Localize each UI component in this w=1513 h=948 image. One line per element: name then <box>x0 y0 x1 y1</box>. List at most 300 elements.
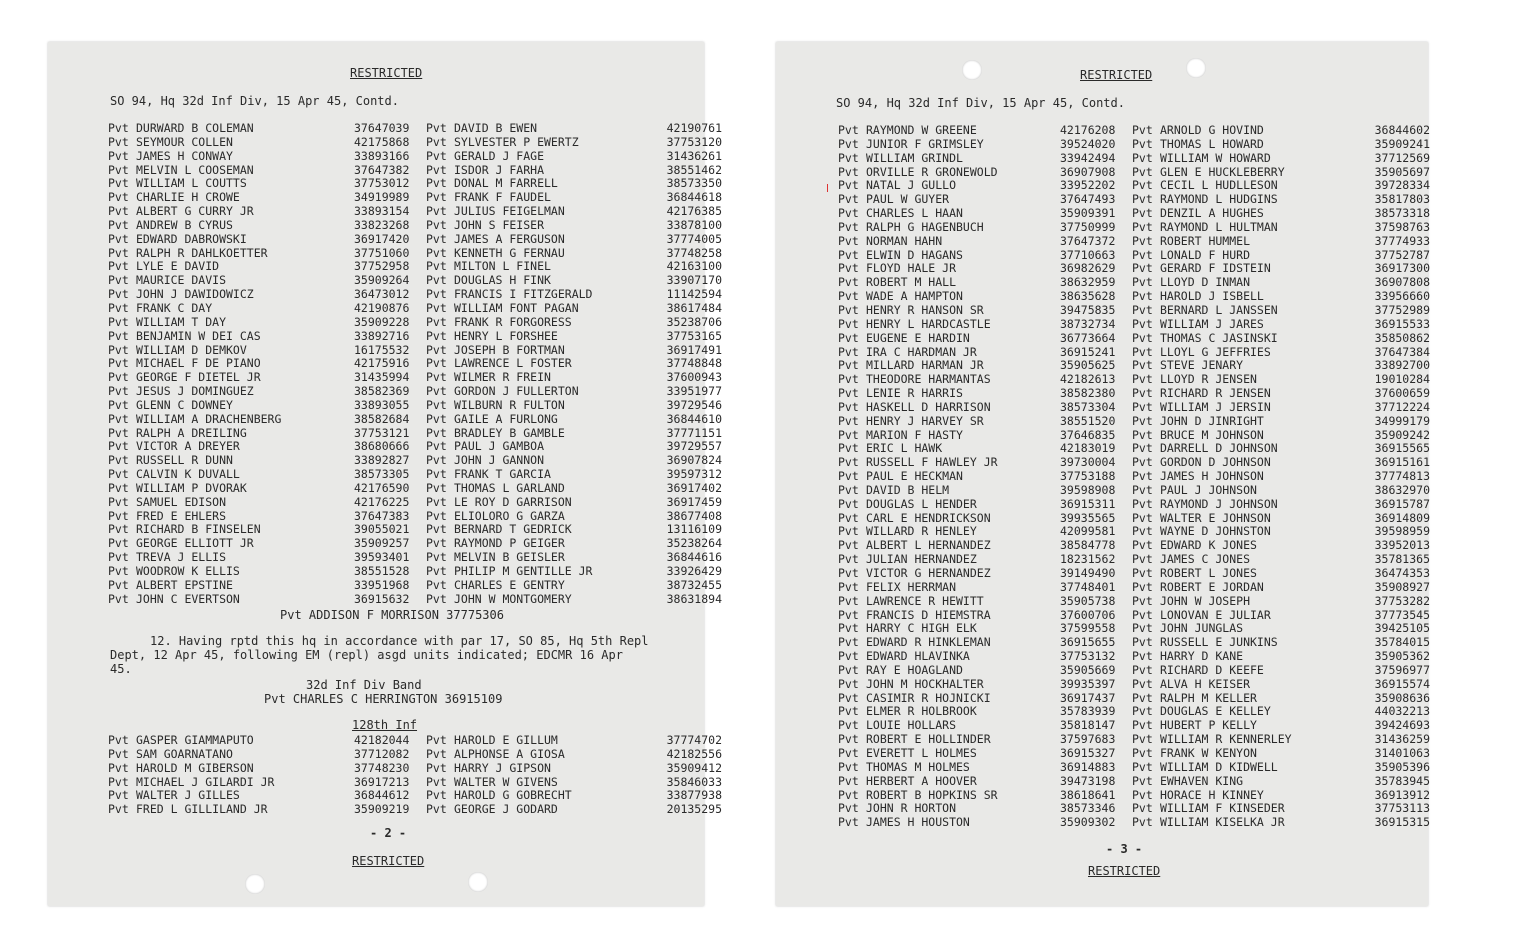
roster-row <box>838 705 1430 719</box>
rank-left: Pvt <box>108 135 129 149</box>
serial-right: 36915161 <box>1374 456 1430 470</box>
serial-right: 36915574 <box>1374 677 1430 691</box>
serial-left: 37750999 <box>1060 220 1116 234</box>
restricted-footer: RESTRICTED <box>352 854 425 868</box>
rank-left: Pvt <box>838 165 859 179</box>
serial-left: 37710663 <box>1060 248 1116 262</box>
name-left: EDWARD R HINKLEMAN <box>866 636 991 650</box>
name-right: RAYMOND P GEIGER <box>454 537 565 551</box>
name-right: ROBERT L JONES <box>1160 567 1257 580</box>
roster-row <box>838 470 1430 484</box>
roster-row <box>838 512 1430 526</box>
roster-row <box>108 357 722 371</box>
order-subheader: SO 94, Hq 32d Inf Div, 15 Apr 45, Contd. <box>110 94 399 108</box>
rank-right: Pvt <box>426 122 447 135</box>
roster-row <box>838 733 1430 747</box>
name-right: HAROLD E GILLUM <box>454 734 558 747</box>
rank-right: Pvt <box>1132 303 1153 317</box>
serial-right: 39729557 <box>666 440 722 454</box>
serial-left: 37647372 <box>1060 234 1116 248</box>
rank-left: Pvt <box>108 371 129 385</box>
serial-left: 34919989 <box>354 191 410 205</box>
serial-left: 38582380 <box>1060 387 1116 401</box>
rank-right: Pvt <box>1132 428 1153 442</box>
serial-left: 35905625 <box>1060 359 1116 373</box>
name-right: WILLIAM D KIDWELL <box>1160 760 1278 774</box>
serial-left: 36915311 <box>1060 497 1116 511</box>
name-right: RICHARD D KEEFE <box>1160 663 1264 677</box>
serial-left: 36982629 <box>1060 262 1116 276</box>
name-left: WILLIAM P DVORAK <box>136 481 247 495</box>
name-right: SYLVESTER P EWERTZ <box>454 135 579 149</box>
roster-row <box>108 385 722 399</box>
rank-left: Pvt <box>108 592 129 606</box>
rank-right: Pvt <box>1132 400 1153 414</box>
rank-right: Pvt <box>426 734 447 747</box>
rank-right: Pvt <box>426 775 447 789</box>
name-left: IRA C HARDMAN JR <box>866 345 977 359</box>
name-right: WILLIAM FONT PAGAN <box>454 301 579 315</box>
serial-left: 38551528 <box>354 565 410 578</box>
name-right: BERNARD T GEDRICK <box>454 523 572 537</box>
rank-left: Pvt <box>108 343 129 357</box>
roster-row <box>838 207 1430 221</box>
rank-left: Pvt <box>838 303 859 317</box>
serial-right: 37774005 <box>666 232 722 246</box>
name-right: ALPHONSE A GIOSA <box>454 747 565 761</box>
roster-row <box>108 593 722 607</box>
serial-right: 34999179 <box>1374 414 1430 428</box>
roster-row <box>838 761 1430 775</box>
rank-right: Pvt <box>426 218 447 232</box>
rank-right: Pvt <box>1132 746 1153 760</box>
serial-right: 31436261 <box>666 149 722 163</box>
rank-left: Pvt <box>108 551 129 565</box>
serial-right: 37774933 <box>1374 234 1430 248</box>
name-right: BRUCE M JOHNSON <box>1160 428 1264 442</box>
name-left: RALPH G HAGENBUCH <box>866 220 984 234</box>
serial-left: 39524020 <box>1060 137 1116 151</box>
rank-right: Pvt <box>1132 373 1153 387</box>
name-right: FRANK F FAUDEL <box>454 191 551 205</box>
serial-left: 37712082 <box>354 747 410 761</box>
rank-right: Pvt <box>1132 663 1153 677</box>
rank-right: Pvt <box>1132 470 1153 484</box>
name-left: HERBERT A HOOVER <box>866 774 977 788</box>
rank-right: Pvt <box>1132 816 1153 830</box>
name-right: HORACE H KINNEY <box>1160 788 1264 802</box>
name-left: LYLE E DAVID <box>136 260 220 274</box>
name-right: LLOYD R JENSEN <box>1160 373 1257 387</box>
serial-left: 38584778 <box>1060 539 1116 553</box>
serial-left: 39593401 <box>354 551 410 565</box>
name-right: GORDON D JOHNSON <box>1160 456 1271 470</box>
roster-row <box>108 233 722 247</box>
roster-row <box>838 221 1430 235</box>
roster-row <box>108 537 722 551</box>
name-right: WILLIAM J JARES <box>1160 317 1264 331</box>
serial-right: 33956660 <box>1374 290 1430 304</box>
roster-row <box>838 650 1430 664</box>
name-right: WILLIAM KISELKA JR <box>1160 816 1285 830</box>
serial-right: 11142594 <box>666 288 722 302</box>
serial-right: 33952013 <box>1374 539 1430 553</box>
rank-left: Pvt <box>838 442 859 456</box>
name-left: FLOYD HALE JR <box>866 262 957 276</box>
roster-row <box>838 387 1430 401</box>
serial-right: 31436259 <box>1374 733 1430 747</box>
page-2 <box>48 42 722 906</box>
serial-right: 42182556 <box>666 747 722 761</box>
roster-row <box>838 498 1430 512</box>
rank-right: Pvt <box>1132 511 1153 525</box>
serial-right: 37712224 <box>1374 400 1430 414</box>
name-left: JESUS J DOMINGUEZ <box>136 385 254 399</box>
name-left: DOUGLAS L HENDER <box>866 497 977 511</box>
name-left: FRANCIS D HIEMSTRA <box>866 608 991 622</box>
name-right: DENZIL A HUGHES <box>1160 207 1264 221</box>
name-right: LAWRENCE L FOSTER <box>454 357 572 371</box>
serial-right: 36914809 <box>1374 511 1430 525</box>
serial-left: 37599558 <box>1060 622 1116 636</box>
paragraph-12: 12. Having rptd this hq in accordance with par 17, SO 85, Hq 5th Repl Dept, 12 Apr 45, following EM (repl) asgd units indicated; EDCMR 16 Apr 45. <box>110 634 649 676</box>
rank-left: Pvt <box>838 622 859 636</box>
serial-right: 35784015 <box>1374 636 1430 650</box>
name-left: WILLIAM D DEMKOV <box>136 343 247 357</box>
name-left: JULIAN HERNANDEZ <box>866 553 977 567</box>
serial-left: 36907908 <box>1060 165 1116 179</box>
serial-right: 36844602 <box>1374 124 1430 137</box>
serial-left: 38573305 <box>354 468 410 482</box>
rank-left: Pvt <box>838 207 859 221</box>
name-left: CHARLES L HAAN <box>866 207 963 221</box>
name-right: GAILE A FURLONG <box>454 412 558 426</box>
rank-right: Pvt <box>426 523 447 537</box>
name-right: ROBERT HUMMEL <box>1160 234 1251 248</box>
serial-left: 42182044 <box>354 734 410 747</box>
rank-right: Pvt <box>426 565 447 578</box>
name-right: PAUL J JOHNSON <box>1160 483 1257 497</box>
serial-left: 16175532 <box>354 343 410 357</box>
roster-row <box>838 484 1430 498</box>
rank-right: Pvt <box>1132 193 1153 207</box>
rank-right: Pvt <box>1132 497 1153 511</box>
name-right: WALTER W GIVENS <box>454 775 558 789</box>
rank-left: Pvt <box>108 747 129 761</box>
roster-row <box>838 719 1430 733</box>
serial-right: 31401063 <box>1374 746 1430 760</box>
rank-left: Pvt <box>838 802 859 816</box>
serial-left: 36844612 <box>354 789 410 803</box>
serial-left: 36915632 <box>354 592 410 606</box>
name-right: JAMES H JOHNSON <box>1160 470 1264 484</box>
roster-row <box>108 177 722 191</box>
serial-left: 37748230 <box>354 761 410 775</box>
roster-row <box>108 496 722 510</box>
name-left: HARRY C HIGH ELK <box>866 622 977 636</box>
rank-right: Pvt <box>426 315 447 329</box>
serial-left: 33892827 <box>354 454 410 468</box>
trailing-roster-line: Pvt ADDISON F MORRISON 37775306 <box>280 608 504 622</box>
serial-left: 42176590 <box>354 481 410 495</box>
roster-row <box>108 440 722 454</box>
rank-right: Pvt <box>1132 220 1153 234</box>
serial-left: 35909219 <box>354 803 410 817</box>
rank-right: Pvt <box>1132 567 1153 580</box>
serial-right: 35783945 <box>1374 774 1430 788</box>
serial-left: 33823268 <box>354 218 410 232</box>
name-right: RALPH M KELLER <box>1160 691 1257 705</box>
name-left: JOHN M HOCKHALTER <box>866 677 984 691</box>
serial-left: 42175868 <box>354 135 410 149</box>
name-left: RALPH A DREILING <box>136 426 247 440</box>
serial-left: 35909264 <box>354 274 410 288</box>
rank-right: Pvt <box>426 329 447 343</box>
rank-right: Pvt <box>426 747 447 761</box>
roster-row <box>838 553 1430 567</box>
serial-right: 35846033 <box>666 775 722 789</box>
name-left: FRED E EHLERS <box>136 509 227 523</box>
name-left: TREVA J ELLIS <box>136 551 227 565</box>
serial-left: 35818147 <box>1060 719 1116 733</box>
rank-left: Pvt <box>108 315 129 329</box>
name-left: FELIX HERRMAN <box>866 580 957 594</box>
rank-left: Pvt <box>838 677 859 691</box>
rank-left: Pvt <box>108 357 129 371</box>
name-right: RUSSELL E JUNKINS <box>1160 636 1278 650</box>
roster-row <box>838 636 1430 650</box>
roster-row <box>108 344 722 358</box>
serial-right: 37712569 <box>1374 151 1430 165</box>
serial-left: 35909228 <box>354 315 410 329</box>
rank-left: Pvt <box>108 163 129 177</box>
rank-left: Pvt <box>108 385 129 399</box>
rank-left: Pvt <box>108 191 129 205</box>
serial-left: 36917420 <box>354 232 410 246</box>
serial-left: 42099581 <box>1060 525 1116 539</box>
serial-right: 35905697 <box>1374 165 1430 179</box>
roster-row <box>108 551 722 565</box>
rank-right: Pvt <box>426 537 447 551</box>
serial-left: 38582369 <box>354 385 410 399</box>
name-right: FRANK R FORGORESS <box>454 315 572 329</box>
name-right: STEVE JENARY <box>1160 359 1244 373</box>
serial-right: 13116109 <box>666 523 722 537</box>
roster-row <box>108 482 722 496</box>
name-right: ROBERT E JORDAN <box>1160 580 1264 594</box>
name-right: FRANCIS I FITZGERALD <box>454 288 593 302</box>
rank-left: Pvt <box>838 705 859 719</box>
rank-left: Pvt <box>108 481 129 495</box>
rank-left: Pvt <box>838 483 859 497</box>
name-right: WILLIAM F KINSEDER <box>1160 802 1285 816</box>
serial-right: 39425105 <box>1374 622 1430 636</box>
rank-left: Pvt <box>838 124 859 137</box>
roster-row <box>108 399 722 413</box>
rank-left: Pvt <box>838 497 859 511</box>
serial-left: 39055021 <box>354 523 410 537</box>
name-right: GERALD J FAGE <box>454 149 545 163</box>
serial-left: 36473012 <box>354 288 410 302</box>
rank-left: Pvt <box>838 746 859 760</box>
serial-right: 33926429 <box>666 565 722 578</box>
name-left: ORVILLE R GRONEWOLD <box>866 165 998 179</box>
roster-row <box>108 274 722 288</box>
serial-left: 35905738 <box>1060 594 1116 608</box>
punch-hole <box>962 60 982 80</box>
name-left: WILLARD R HENLEY <box>866 525 977 539</box>
name-left: CARL E HENDRICKSON <box>866 511 991 525</box>
rank-right: Pvt <box>1132 580 1153 594</box>
rank-right: Pvt <box>426 191 447 205</box>
roster-row <box>838 567 1430 581</box>
name-right: JOSEPH B FORTMAN <box>454 343 565 357</box>
serial-right: 39597312 <box>666 468 722 482</box>
roster-row <box>838 664 1430 678</box>
name-left: MICHAEL J GILARDI JR <box>136 775 275 789</box>
name-left: FRANK C DAY <box>136 301 213 315</box>
serial-left: 36917213 <box>354 775 410 789</box>
roster-row <box>108 579 722 593</box>
name-left: ALBERT EPSTINE <box>136 578 233 592</box>
rank-right: Pvt <box>1132 207 1153 221</box>
serial-right: 35909241 <box>1374 137 1430 151</box>
rank-left: Pvt <box>838 220 859 234</box>
serial-left: 33893055 <box>354 398 410 412</box>
rank-left: Pvt <box>108 578 129 592</box>
roster-row <box>838 816 1430 830</box>
rank-left: Pvt <box>838 636 859 650</box>
serial-left: 33893166 <box>354 149 410 163</box>
serial-left: 42175916 <box>354 357 410 371</box>
serial-right: 35238706 <box>666 315 722 329</box>
rank-right: Pvt <box>1132 387 1153 401</box>
rank-right: Pvt <box>1132 345 1153 359</box>
roster-row <box>108 288 722 302</box>
name-left: PAUL W GUYER <box>866 193 950 207</box>
name-left: SEYMOUR COLLEN <box>136 135 233 149</box>
serial-right: 36844618 <box>666 191 722 205</box>
rank-right: Pvt <box>426 149 447 163</box>
roster-row <box>838 193 1430 207</box>
rank-left: Pvt <box>108 495 129 509</box>
roster-row <box>838 290 1430 304</box>
name-left: VICTOR G HERNANDEZ <box>866 567 991 580</box>
rank-left: Pvt <box>838 663 859 677</box>
roster-row <box>838 318 1430 332</box>
name-left: JOHN R HORTON <box>866 802 957 816</box>
rank-right: Pvt <box>1132 553 1153 567</box>
roster-row <box>108 748 722 762</box>
rank-right: Pvt <box>426 301 447 315</box>
serial-left: 42190876 <box>354 301 410 315</box>
band-heading: 32d Inf Div Band <box>306 678 422 692</box>
serial-left: 37647493 <box>1060 193 1116 207</box>
rank-right: Pvt <box>426 509 447 523</box>
roster-row <box>108 776 722 790</box>
serial-left: 38680666 <box>354 440 410 454</box>
name-left: PAUL E HECKMAN <box>866 470 963 484</box>
name-left: WOODROW K ELLIS <box>136 565 240 578</box>
rank-left: Pvt <box>838 137 859 151</box>
rank-right: Pvt <box>1132 234 1153 248</box>
rank-right: Pvt <box>426 454 447 468</box>
rank-right: Pvt <box>426 135 447 149</box>
roster-row <box>108 302 722 316</box>
name-right: WILLIAM R KENNERLEY <box>1160 733 1292 747</box>
serial-left: 36915327 <box>1060 746 1116 760</box>
serial-right: 38732455 <box>666 578 722 592</box>
serial-right: 36917402 <box>666 481 722 495</box>
serial-right: 38573318 <box>1374 207 1430 221</box>
name-left: RUSSELL R DUNN <box>136 454 233 468</box>
name-left: RALPH R DAHLKOETTER <box>136 246 268 260</box>
name-left: ROBERT E HOLLINDER <box>866 733 991 747</box>
rank-left: Pvt <box>108 260 129 274</box>
serial-right: 37774702 <box>666 734 722 747</box>
serial-left: 33942494 <box>1060 151 1116 165</box>
rank-right: Pvt <box>1132 414 1153 428</box>
rank-left: Pvt <box>838 359 859 373</box>
serial-left: 33952202 <box>1060 179 1116 193</box>
rank-right: Pvt <box>426 385 447 399</box>
rank-left: Pvt <box>838 179 859 193</box>
rank-left: Pvt <box>838 567 859 580</box>
roster-row <box>838 332 1430 346</box>
name-right: RAYMOND J JOHNSON <box>1160 497 1278 511</box>
name-left: ROBERT B HOPKINS SR <box>866 788 998 802</box>
roster-row <box>108 510 722 524</box>
rank-right: Pvt <box>426 246 447 260</box>
roster-row <box>108 219 722 233</box>
name-left: MARION F HASTY <box>866 428 963 442</box>
serial-right: 36915533 <box>1374 317 1430 331</box>
rank-right: Pvt <box>1132 124 1153 137</box>
serial-right: 36917491 <box>666 343 722 357</box>
rank-left: Pvt <box>108 205 129 219</box>
name-right: HAROLD G GOBRECHT <box>454 789 572 803</box>
rank-right: Pvt <box>1132 608 1153 622</box>
rank-right: Pvt <box>1132 594 1153 608</box>
serial-left: 36915655 <box>1060 636 1116 650</box>
serial-left: 37753012 <box>354 177 410 191</box>
serial-right: 36917300 <box>1374 262 1430 276</box>
name-right: JOHN W JOSEPH <box>1160 594 1251 608</box>
rank-left: Pvt <box>838 719 859 733</box>
roster-row <box>838 456 1430 470</box>
rank-left: Pvt <box>838 151 859 165</box>
name-right: THOMAS C JASINSKI <box>1160 331 1278 345</box>
rank-left: Pvt <box>108 537 129 551</box>
name-left: GASPER GIAMMAPUTO <box>136 734 254 747</box>
name-right: HUBERT P KELLY <box>1160 719 1257 733</box>
name-left: THOMAS M HOLMES <box>866 760 970 774</box>
serial-right: 38617484 <box>666 301 722 315</box>
serial-right: 36913912 <box>1374 788 1430 802</box>
name-left: HASKELL D HARRISON <box>866 400 991 414</box>
rank-right: Pvt <box>426 412 447 426</box>
serial-right: 35850862 <box>1374 331 1430 345</box>
name-right: LONOVAN E JULIAR <box>1160 608 1271 622</box>
rank-right: Pvt <box>426 343 447 357</box>
serial-left: 42176208 <box>1060 124 1116 137</box>
serial-right: 37753113 <box>1374 802 1430 816</box>
rank-right: Pvt <box>426 481 447 495</box>
name-right: EDWARD K JONES <box>1160 539 1257 553</box>
roster-row <box>108 205 722 219</box>
inf-heading: 128th Inf <box>352 718 418 732</box>
serial-left: 37752958 <box>354 260 410 274</box>
